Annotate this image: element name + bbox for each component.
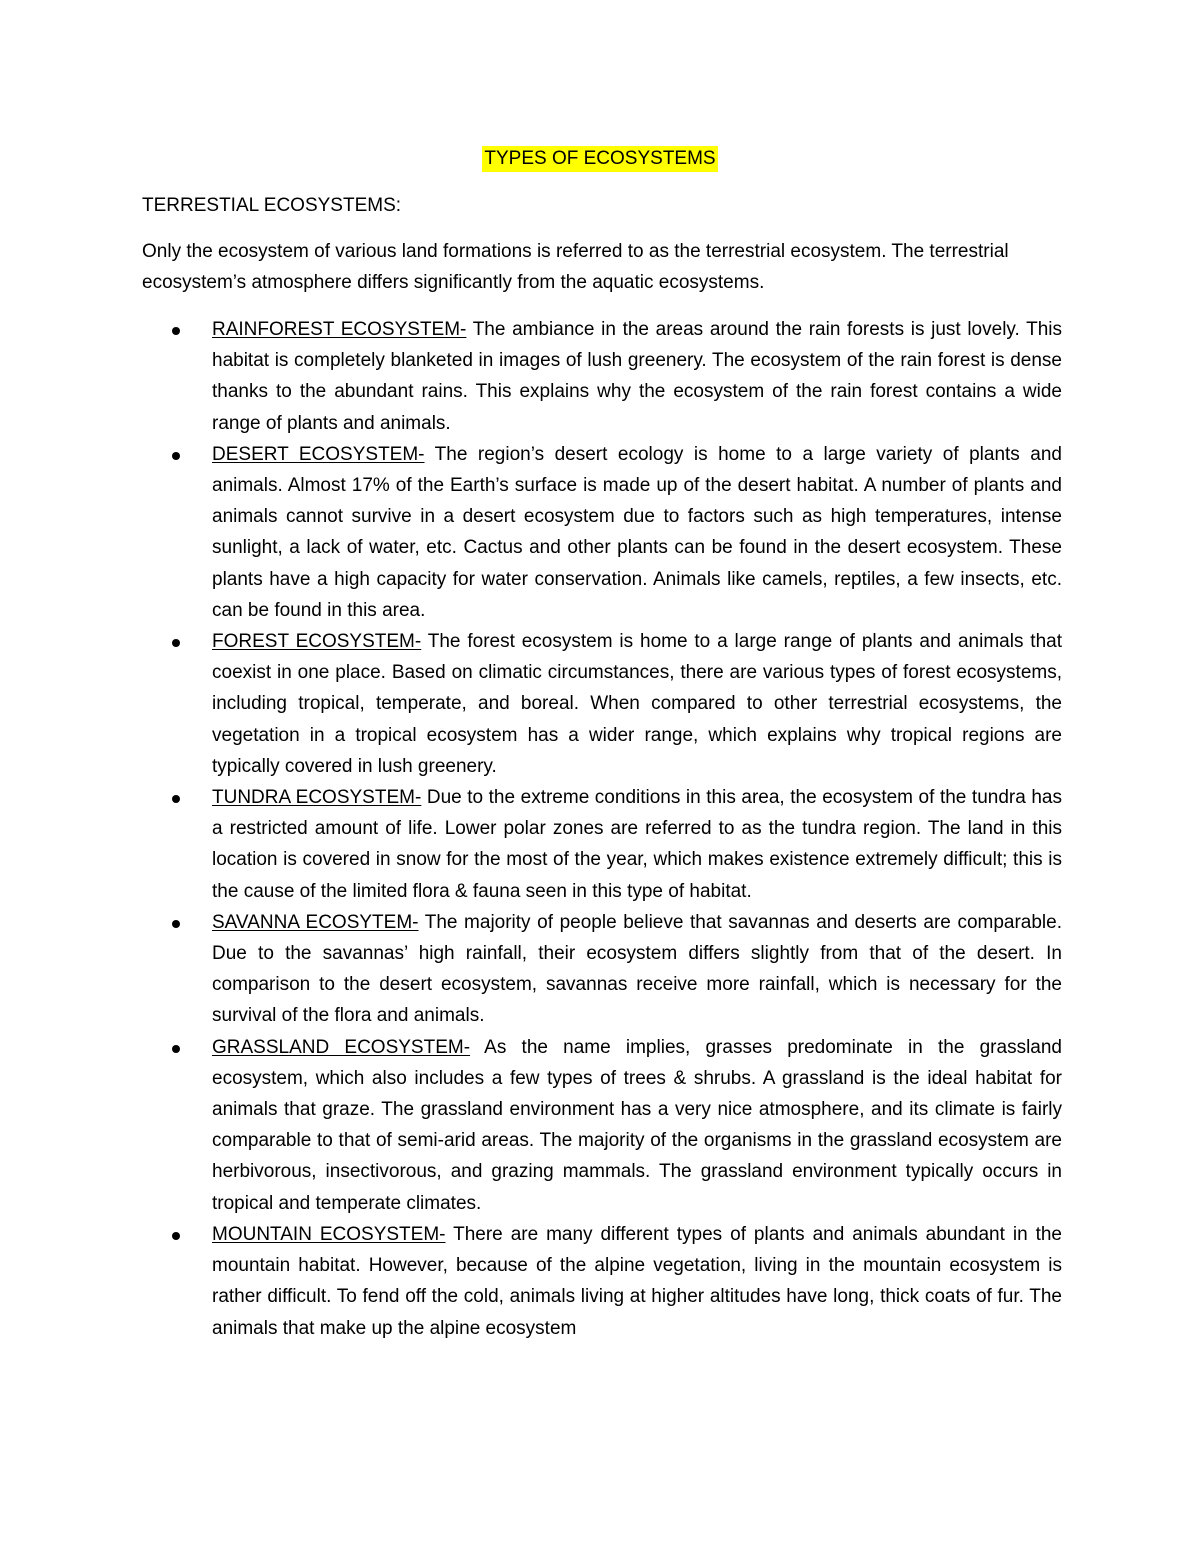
item-text: The region’s desert ecology is home to a large variety of plants and animals. Almost 17% of the Earth’s surface is made up of the desert habitat. A number of plants and animals cannot survive in a desert ecosystem due to factors such as high temperatures, intense sunlight, a lack of water, etc. Cactus and other plants can be found in the desert ecosystem. These plants have a high capacity for water conservation. Animals like camels, reptiles, a few insects, etc. can be found in this area. [212, 443, 1062, 621]
item-text: Due to the extreme conditions in this area, the ecosystem of the tundra has a restricted amount of life. Lower polar zones are referred to as the tundra region. The land in this location is covered in snow for the most of the year, which makes existence extremely difficult; this is the cause of the limited flora & fauna seen in this type of habitat. [212, 787, 1062, 902]
bullet-icon [172, 1045, 180, 1053]
list-item-mountain [142, 1219, 1062, 1344]
bullet-icon [172, 452, 180, 460]
bullet-icon [172, 795, 180, 803]
bullet-icon [172, 639, 180, 647]
list-item-savanna [142, 907, 1062, 1032]
title-container [0, 146, 1200, 172]
list-item-tundra [142, 782, 1062, 907]
list-item-grassland [142, 1032, 1062, 1219]
item-label: TUNDRA ECOSYSTEM- [212, 787, 422, 809]
item-label: SAVANNA ECOSYTEM- [212, 911, 419, 933]
item-text: The forest ecosystem is home to a large range of plants and animals that coexist in one place. Based on climatic circumstances, there are various types of forest ecosystems, including tropical, temperate, and boreal. When compared to other terrestrial ecosystems, the vegetation in a tropical ecosystem has a wider range, which explains why tropical regions are typically covered in lush greenery. [212, 631, 1062, 777]
item-label: RAINFOREST ECOSYSTEM- [212, 319, 467, 340]
document-title: TYPES OF ECOSYSTEMS [482, 146, 717, 172]
item-label: FOREST ECOSYSTEM- [212, 631, 422, 653]
item-label: DESERT ECOSYSTEM- [212, 443, 425, 465]
item-text: There are many different types of plants and animals abundant in the mountain habitat. However, because of the alpine vegetation, living in the mountain ecosystem is rather difficult. To fend off the cold, animals living at higher altitudes have long, thick coats of fur. The animals that make up the alpine ecosystem [212, 1223, 1062, 1339]
list-item-rainforest [142, 314, 1062, 439]
list-item-forest [142, 626, 1062, 782]
bullet-icon [172, 1232, 180, 1240]
section-heading: TERRESTIAL ECOSYSTEMS: [142, 195, 402, 216]
intro-paragraph [142, 236, 1062, 298]
item-text: The ambiance in the areas around the rain forests is just lovely. This habitat is completely blanketed in images of lush greenery. The ecosystem of the rain forest is dense thanks to the abundant rains. This explains why the ecosystem of the rain forest contains a wide range of plants and animals. [212, 319, 1062, 434]
list-item-desert [142, 439, 1062, 626]
intro-text: Only the ecosystem of various land formations is referred to as the terrestrial ecosystem. The terrestrial ecosystem’s atmosphere differs significantly from the aquatic ecosystems. [142, 241, 1009, 293]
bullet-icon [172, 327, 180, 335]
item-text: The majority of people believe that savannas and deserts are comparable. Due to the savannas’ high rainfall, their ecosystem differs slightly from that of the desert. In comparison to the desert ecosystem, savannas receive more rainfall, which is necessary for the survival of the flora and animals. [212, 911, 1062, 1027]
bullet-icon [172, 920, 180, 928]
ecosystem-list [142, 314, 1062, 1344]
item-label: MOUNTAIN ECOSYSTEM- [212, 1223, 446, 1245]
item-text: As the name implies, grasses predominate in the grassland ecosystem, which also includes a few types of trees & shrubs. A grassland is the ideal habitat for animals that graze. The grassland environment has a very nice atmosphere, and its climate is fairly comparable to that of semi-arid areas. The majority of the organisms in the grassland ecosystem are herbivorous, insectivorous, and grazing mammals. The grassland environment typically occurs in tropical and temperate climates. [212, 1036, 1062, 1214]
item-label: GRASSLAND ECOSYSTEM- [212, 1036, 471, 1058]
